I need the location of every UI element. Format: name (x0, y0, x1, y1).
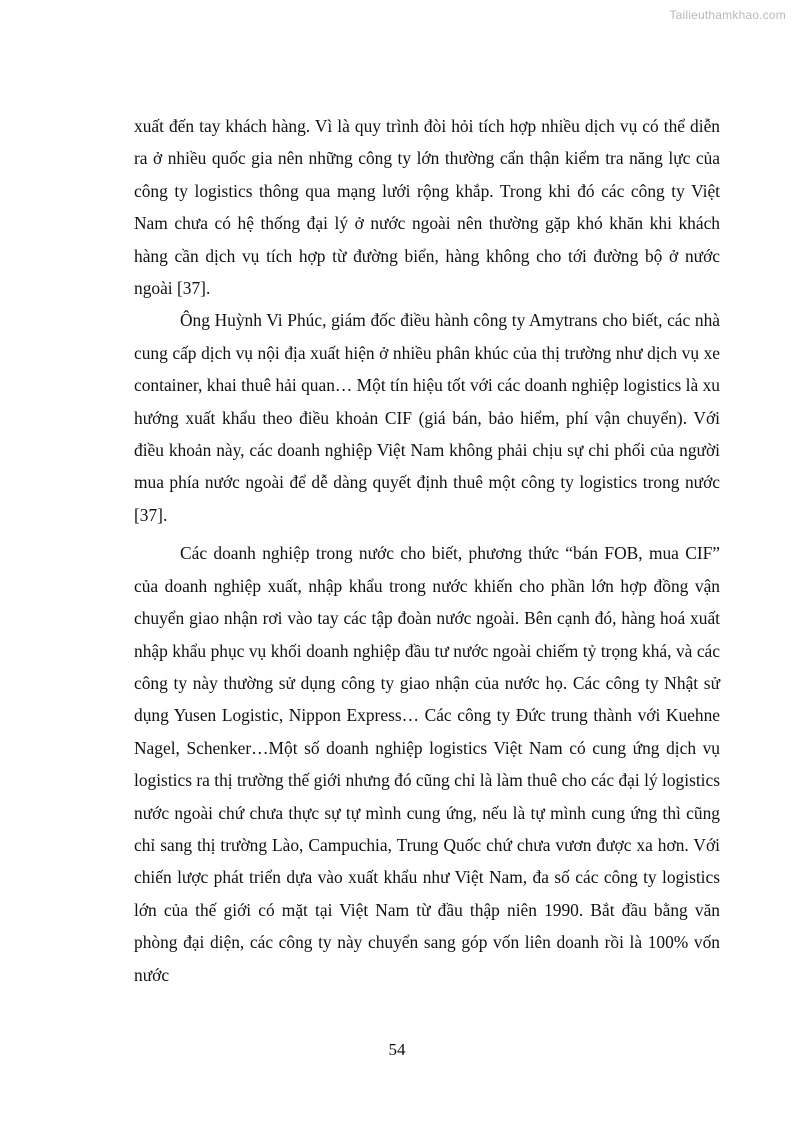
document-body (134, 110, 720, 991)
watermark: Tailieuthamkhao.com (669, 8, 786, 22)
page-number: 54 (388, 1040, 406, 1059)
paragraph-3: Các doanh nghiệp trong nước cho biết, phương thức “bán FOB, mua CIF” của doanh nghiệp xuất, nhập khẩu trong nước khiến cho phần lớn hợp đồng vận chuyển giao nhận rơi vào tay các tập đoàn nước ngoài. Bên cạnh đó, hàng hoá xuất nhập khẩu phục vụ khối doanh nghiệp đầu tư nước ngoài chiếm tỷ trọng khá, và các công ty này thường sử dụng công ty giao nhận của nước họ. Các công ty Nhật sử dụng Yusen Logistic, Nippon Express… Các công ty Đức trung thành với Kuehne Nagel, Schenker…Một số doanh nghiệp logistics Việt Nam có cung ứng dịch vụ logistics ra thị trường thế giới nhưng đó cũng chỉ là làm thuê cho các đại lý logistics nước ngoài chứ chưa thực sự tự mình cung ứng, nếu là tự mình cung ứng thì cũng chỉ sang thị trường Lào, Campuchia, Trung Quốc chứ chưa vươn được xa hơn. Với chiến lược phát triển dựa vào xuất khẩu như Việt Nam, đa số các công ty logistics lớn của thế giới có mặt tại Việt Nam từ đầu thập niên 1990. Bắt đầu bằng văn phòng đại diện, các công ty này chuyển sang góp vốn liên doanh rồi là 100% vốn nước (134, 543, 720, 985)
paragraph-2: Ông Huỳnh Vi Phúc, giám đốc điều hành công ty Amytrans cho biết, các nhà cung cấp dịch vụ nội địa xuất hiện ở nhiều phân khúc của thị trường như dịch vụ xe container, khai thuê hải quan… Một tín hiệu tốt với các doanh nghiệp logistics là xu hướng xuất khẩu theo điều khoản CIF (giá bán, bảo hiểm, phí vận chuyển). Với điều khoản này, các doanh nghiệp Việt Nam không phải chịu sự chi phối của người mua phía nước ngoài để dễ dàng quyết định thuê một công ty logistics trong nước [37]. (134, 310, 720, 525)
paragraph-1: xuất đến tay khách hàng. Vì là quy trình đòi hỏi tích hợp nhiều dịch vụ có thể diễn ra ở nhiều quốc gia nên những công ty lớn thường cẩn thận kiểm tra năng lực của công ty logistics thông qua mạng lưới rộng khắp. Trong khi đó các công ty Việt Nam chưa có hệ thống đại lý ở nước ngoài nên thường gặp khó khăn khi khách hàng cần dịch vụ tích hợp từ đường biển, hàng không cho tới đường bộ ở nước ngoài [37]. (134, 116, 720, 299)
